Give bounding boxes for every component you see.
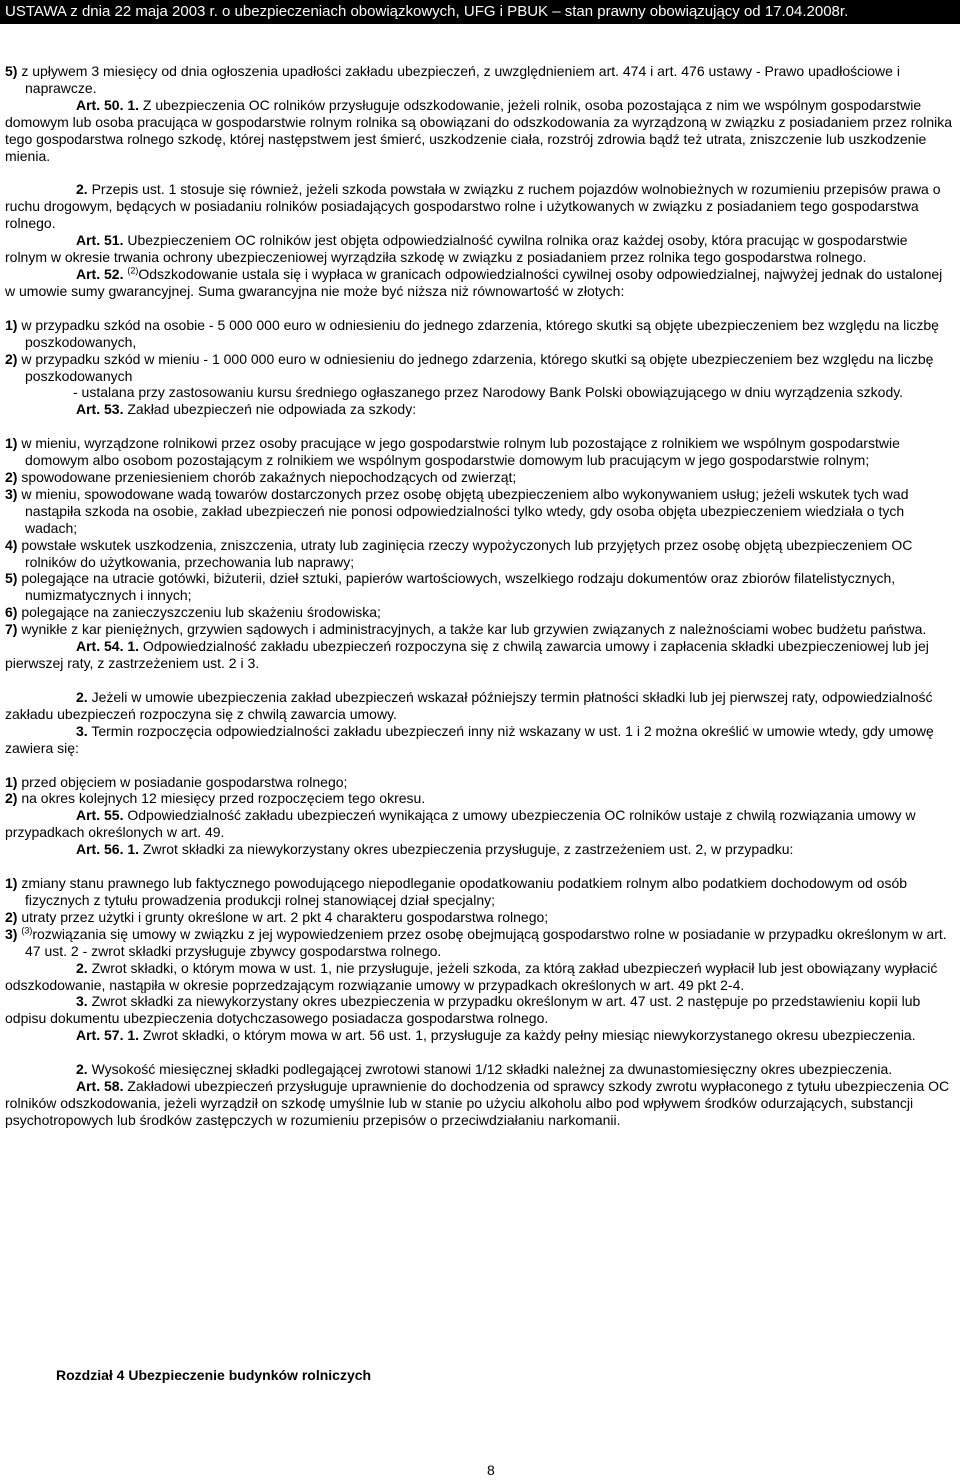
article-50-ust-2: 2. Przepis ust. 1 stosuje się również, jeżeli szkoda powstała w związku z ruchem pojazdów wolnobieżnych w rozumieniu przepisów prawa o ruchu drogowym, będących w posiadaniu rolników posiadających gospodarstwo rolne i użytkowanych w związku z posiadaniem tego gospodarstwa rolnego.: [5, 181, 941, 232]
list-item: 1) w przypadku szkód na osobie - 5 000 000 euro w odniesieniu do jednego zdarzenia, którego skutki są objęte ubezpieczeniem bez względu na liczbę poszkodowanych,: [5, 316, 939, 350]
list-item: 3) w mieniu, spowodowane wadą towarów dostarczonych przez osobę objętą ubezpieczeniem albo wykonywaniem usług; jeżeli wskutek tych wad nastąpiła szkoda na osobie, zakład ubezpieczeń nie ponosi odpowiedzialności tylko wtedy, gdy osoba objęta ubezpieczeniem wiedziała o tych wadach;: [5, 485, 909, 536]
document-header: USTAWA z dnia 22 maja 2003 r. o ubezpieczeniach obowiązkowych, UFG i PBUK – stan prawny obowiązujący od 17.04.2008r.: [0, 0, 960, 24]
list-item: 6) polegające na zanieczyszczeniu lub skażeniu środowiska;: [5, 604, 381, 621]
list-item: 1) przed objęciem w posiadanie gospodarstwa rolnego;: [5, 773, 348, 790]
footnote-marker: (3): [21, 925, 33, 936]
article-55: Art. 55. Odpowiedzialność zakładu ubezpieczeń wynikająca z umowy ubezpieczenia OC rolników ustaje z chwilą rozwiązania umowy w przypadkach określonych w art. 49.: [5, 807, 916, 841]
chapter-heading: Rozdział 4 Ubezpieczenie budynków rolniczych: [56, 1367, 372, 1383]
article-57: Art. 57. 1. Zwrot składki, o którym mowa w art. 56 ust. 1, przysługuje za każdy pełny miesiąc niewykorzystanego okresu ubezpieczenia.: [76, 1027, 916, 1044]
page-number: 8: [487, 1462, 495, 1478]
list-item: 2) utraty przez użytki i grunty określone w art. 2 pkt 4 charakteru gospodarstwa rolnego;: [5, 908, 549, 925]
article-56-ust-3: 3. Zwrot składki za niewykorzystany okres ubezpieczenia w przypadku określonym w art. 47 ust. 2 następuje po przedstawieniu kopii lub odpisu dokumentu ubezpieczenia dotychczasowego posiadacza gospodarstwa rolnego.: [5, 993, 921, 1027]
footnote-marker: (2): [127, 265, 139, 276]
article-54-ust-3: 3. Termin rozpoczęcia odpowiedzialności zakładu ubezpieczeń inny niż wskazany w ust. 1 i 2 można określić w umowie wtedy, gdy umowę zawiera się:: [5, 722, 934, 756]
list-item: 5) z upływem 3 miesięcy od dnia ogłoszenia upadłości zakładu ubezpieczeń, z uwzględnieniem art. 474 i art. 476 ustawy - Prawo upadłościowe i naprawcze.: [5, 63, 900, 96]
list-item: 2) na okres kolejnych 12 miesięcy przed rozpoczęciem tego okresu.: [5, 790, 426, 807]
article-56: Art. 56. 1. Zwrot składki za niewykorzystany okres ubezpieczenia przysługuje, z zastrzeżeniem ust. 2, w przypadku:: [76, 841, 794, 858]
article-57-ust-2: 2. Wysokość miesięcznej składki podlegającej zwrotowi stanowi 1/12 składki należnej za dwunastomiesięczny okres ubezpieczenia.: [76, 1061, 893, 1078]
list-item-continuation: - ustalana przy zastosowaniu kursu średniego ogłaszanego przez Narodowy Bank Polski obowiązującego w dniu wyrządzenia szkody.: [73, 384, 904, 401]
list-item: 2) w przypadku szkód w mieniu - 1 000 000 euro w odniesieniu do jednego zdarzenia, którego skutki są objęte ubezpieczeniem bez względu na liczbę poszkodowanych: [5, 350, 934, 384]
article-54: Art. 54. 1. Odpowiedzialność zakładu ubezpieczeń rozpoczyna się z chwilą zawarcia umowy i zapłacenia składki ubezpieczeniowej lub jej pierwszej raty, z zastrzeżeniem ust. 2 i 3.: [5, 638, 929, 671]
list-item: 4) powstałe wskutek uszkodzenia, zniszczenia, utraty lub zaginięcia rzeczy wypożyczonych lub przyjętych przez osobę objętą ubezpieczeniem OC rolników do użytkowania, przechowania lub naprawy;: [5, 536, 913, 570]
article-51: Art. 51. Ubezpieczeniem OC rolników jest objęta odpowiedzialność cywilna rolnika oraz każdej osoby, która pracując w gospodarstwie rolnym w okresie trwania ochrony ubezpieczeniowej wyrządziła szkodę w związku z posiadaniem przez rolnika tego gospodarstwa rolnego.: [5, 232, 908, 266]
article-50: Art. 50. 1. Z ubezpieczenia OC rolników przysługuje odszkodowanie, jeżeli rolnik, osoba pozostająca z nim we wspólnym gospodarstwie domowym lub osoba pracująca w gospodarstwie rolnym rolnika są obowiązani do odszkodowania za wyrządzoną w związku z posiadaniem przez rolnika tego gospodarstwa rolnego szkodę, której następstwem jest śmierć, uszkodzenie ciała, rozstrój zdrowia bądź też utrata, zniszczenie lub uszkodzenie mienia.: [5, 96, 953, 164]
article-54-ust-2: 2. Jeżeli w umowie ubezpieczenia zakład ubezpieczeń wskazał późniejszy termin płatności składki lub jej pierwszej raty, odpowiedzialność zakładu ubezpieczeń rozpoczyna się z chwilą zawarcia umowy.: [5, 688, 933, 722]
list-item: 2) spowodowane przeniesieniem chorób zakaźnych niepochodzących od zwierząt;: [5, 469, 517, 486]
list-item: 5) polegające na utracie gotówki, biżuterii, dzieł sztuki, papierów wartościowych, wszelkiego rodzaju dokumentów oraz zbiorów filatelistycznych, numizmatycznych i innych;: [5, 570, 896, 604]
article-56-ust-2: 2. Zwrot składki, o którym mowa w ust. 1, nie przysługuje, jeżeli szkoda, za którą zakład ubezpieczeń wypłacił lub jest obowiązany wypłacić odszkodowanie, nastąpiła w okresie poprzedzającym rozwiązanie umowy w przypadkach określonych w art. 49 pkt 2-4.: [5, 959, 938, 993]
document-body: [5, 63, 953, 1129]
article-52: Art. 52. $^{(2)}$Odszkodowanie ustala się i wypłaca w granicach odpowiedzialności cywilnej osoby odpowiedzialnej, najwyżej jednak do ustalonej w umowie sumy gwarancyjnej. Suma gwarancyjna nie może być niższa niż równowartość w złotych:: [5, 265, 943, 299]
list-item: 1) zmiany stanu prawnego lub faktycznego powodującego niepodleganie opodatkowaniu podatkiem rolnym albo podatkiem dochodowym od osób fizycznych z tytułu prowadzenia produkcji rolnej stanowiącej dział specjalny;: [5, 875, 908, 908]
list-item: 3) $^{(3)}$rozwiązania się umowy w związku z jej wypowiedzeniem przez osobę obejmującą gospodarstwo rolne w posiadanie w przypadku określonym w art. 47 ust. 2 - zwrot składki przysługuje zbywcy gospodarstwa rolnego.: [5, 925, 947, 959]
article-53: Art. 53. Zakład ubezpieczeń nie odpowiada za szkody:: [76, 401, 417, 418]
article-58: Art. 58. Zakładowi ubezpieczeń przysługuje uprawnienie do dochodzenia od sprawcy szkody zwrotu wypłaconego z tytułu ubezpieczenia OC rolników odszkodowania, jeżeli wyrządził on szkodę umyślnie lub w stanie po użyciu alkoholu albo pod wpływem środków odurzających, substancji psychotropowych lub środków zastępczych w rozumieniu przepisów o przeciwdziałaniu narkomanii.: [5, 1078, 950, 1128]
list-item: 1) w mieniu, wyrządzone rolnikowi przez osoby pracujące w jego gospodarstwie rolnym lub pozostające z rolnikiem we wspólnym gospodarstwie domowym albo osobom pozostającym z rolnikiem we wspólnym gospodarstwie domowym lub pracującym w jego gospodarstwie rolnym;: [5, 435, 900, 469]
list-item: 7) wynikłe z kar pieniężnych, grzywien sądowych i administracyjnych, a także kar lub grzywien związanych z należnościami wobec budżetu państwa.: [5, 621, 927, 638]
